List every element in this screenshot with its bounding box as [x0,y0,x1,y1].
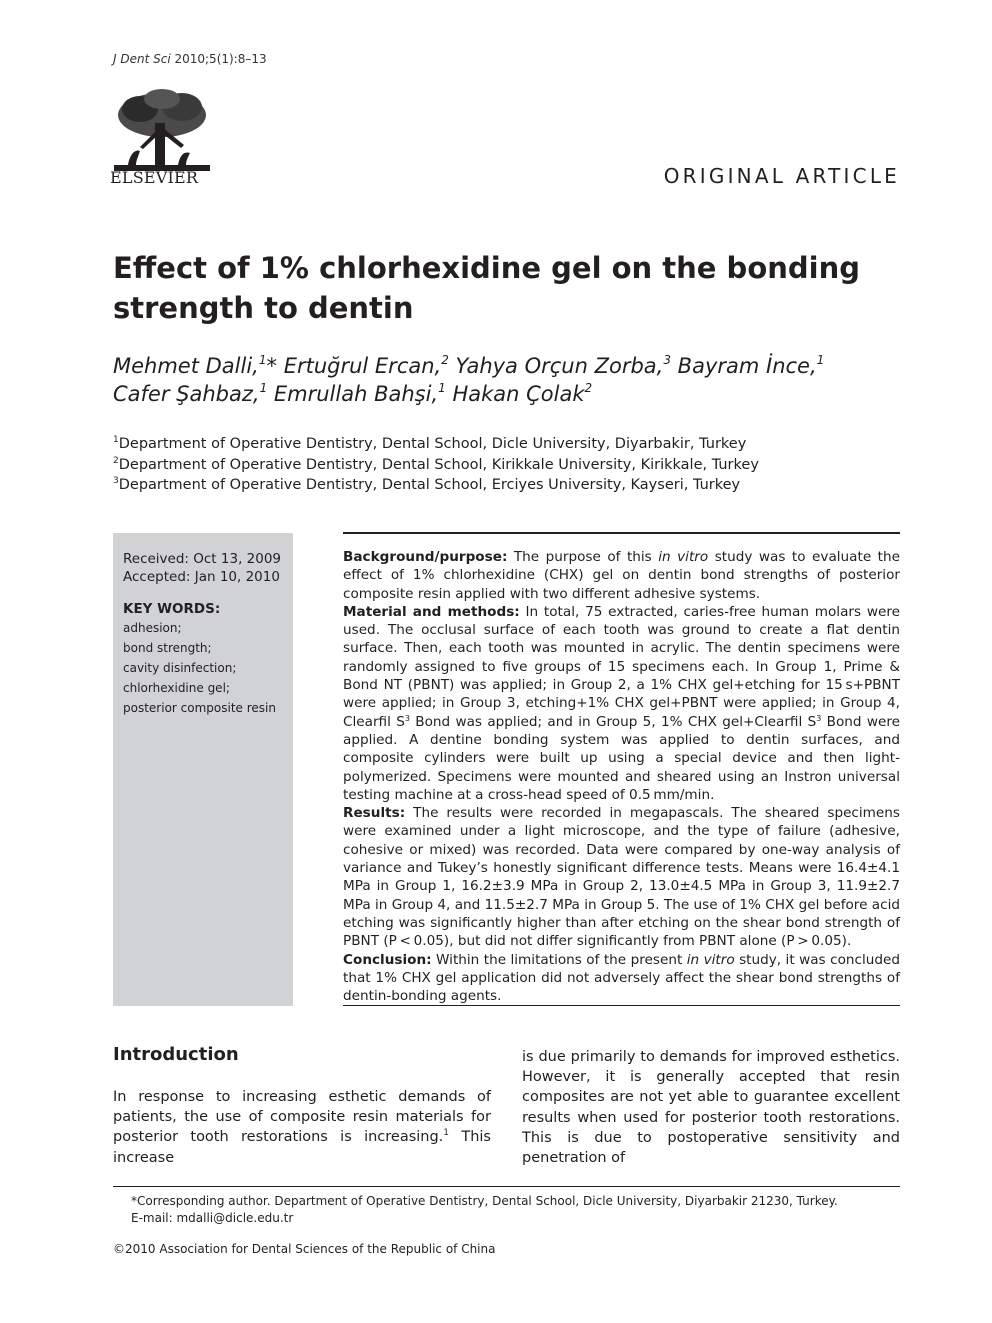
methods-superscript: 3 [404,713,410,723]
author-affiliation-number: 1 [816,353,825,367]
keyword-item: adhesion; [123,621,182,635]
received-date: Received: Oct 13, 2009 [123,551,282,567]
affiliation-list [113,434,893,496]
keyword-item: bond strength; [123,641,212,655]
author-affiliation-number: 2 [441,353,449,367]
footnote-rule [113,1186,900,1187]
author-name: Cafer Şahbaz, [113,382,260,406]
intro-text-cont: This increase [113,1129,491,1166]
affiliation-text: Department of Operative Dentistry, Dental School, Erciyes University, Kayseri, Turkey [118,477,741,493]
conclusion-text-cont: study, it was concluded that 1% CHX gel application did not adversely affect the shear bond strengths of dentin-bonding agents. [343,951,900,1005]
methods-text-end: Bond were applied. A dentine bonding system was applied to dentin surfaces, and composite cylinders were built up using a special device and then light-polymerized. Specimens were mounted and sheared using an Instron universal testing machine at a cross-head speed of 0.5 mm/min. [343,713,900,803]
author-separator [671,354,678,378]
author-affiliation-number: 1 [438,381,446,395]
abstract-background [343,548,900,603]
affiliation-text: Department of Operative Dentistry, Dental School, Dicle University, Diyarbakir, Turkey [118,436,747,452]
author-name: Ertuğrul Ercan, [283,354,442,378]
author-list [113,352,893,408]
author-separator [267,382,274,406]
author-name: Emrullah Bahşi, [273,382,439,406]
abstract-results [343,804,900,950]
keyword-item: chlorhexidine gel; [123,681,230,695]
affiliation-item [113,475,893,496]
journal-citation [113,52,267,66]
methods-label: Material and methods: [343,603,520,620]
keywords-heading: KEY WORDS: [123,601,221,617]
background-text-cont: study was to evaluate the effect of 1% chlorhexidine (CHX) gel on dentin bond strengths of posterior composite resin applied with two different adhesive systems. [343,549,900,602]
author-name: Mehmet Dalli, [113,354,259,378]
methods-text-cont: Bond was applied; and in Group 5, 1% CHX gel+Clearfil S [409,713,817,730]
affiliation-item [113,455,893,476]
keyword-item: posterior composite resin [123,701,276,715]
conclusion-label: Conclusion: [343,951,432,968]
affiliation-item [113,434,893,455]
copyright-notice: ©2010 Association for Dental Sciences of the Republic of China [113,1242,496,1256]
affiliation-text: Department of Operative Dentistry, Dental School, Kirikkale University, Kirikkale, Turkey [118,456,759,473]
author-affiliation-number: 1 [259,381,268,395]
methods-superscript: 3 [816,713,822,723]
methods-text: In total, 75 extracted, caries-free human molars were used. The occlusal surface of each tooth was ground to create a flat dentin surface. Then, each tooth was mounted in acrylic. The dentin specimens were randomly assigned to five groups of 15 specimens each. In Group 1, Prime & Bond NT (PBNT) was applied; in Group 2, a 1% CHX gel+etching for 15 s+PBNT were applied; in Group 3, etching+1% CHX gel+PBNT were applied; in Group 4, Clearfil S [343,603,900,730]
article-title: Effect of 1% chlorhexidine gel on the bonding strength to dentin [113,251,860,325]
journal-name: J Dent Sci [113,52,171,66]
author-affiliation-number: 3 [663,353,671,367]
publisher-name: ELSEVIER [110,168,199,187]
abstract-conclusion [343,951,900,1006]
corresponding-author: *Corresponding author. Department of Operative Dentistry, Dental School, Dicle University, Diyarbakir 21230, Turkey. [131,1194,838,1208]
affiliation-number: 1 [113,435,119,445]
abstract [343,548,900,1005]
article-type: ORIGINAL ARTICLE [663,164,900,188]
introduction-column-2: is due primarily to demands for improved esthetics. However, it is generally accepted that resin composites are not yet able to guarantee excellent results when used for posterior tooth restorations. This is due to postoperative sensitivity and penetration of [522,1049,900,1167]
author-affiliation-number: 2 [584,381,593,395]
abstract-bottom-rule [343,1005,900,1006]
reference-number: 1 [443,1128,450,1139]
article-info-sidebar [113,533,293,1006]
accepted-date: Accepted: Jan 10, 2010 [123,569,280,585]
background-text: The purpose of this [507,549,659,565]
background-label: Background/purpose: [343,549,508,565]
abstract-methods [343,603,900,804]
citation-volume: 2010;5(1):8–13 [170,52,267,66]
corresponding-mark: * [266,354,284,378]
intro-text: In response to increasing esthetic demands of patients, the use of composite resin materials for posterior tooth restorations is increasing. [113,1089,491,1146]
background-italic: in vitro [658,549,709,565]
introduction-column-1 [113,1087,491,1168]
corresponding-email: E-mail: mdalli@dicle.edu.tr [131,1211,294,1225]
keyword-item: cavity disinfection; [123,661,237,675]
author-name: Bayram İnce, [677,354,817,378]
affiliation-number: 3 [113,476,119,486]
affiliation-number: 2 [113,455,119,466]
results-label: Results: [343,805,406,822]
author-name: Hakan Çolak [452,382,585,406]
corresponding-footnote [131,1193,891,1227]
author-affiliation-number: 1 [258,353,267,367]
conclusion-italic: in vitro [686,951,735,968]
author-separator [449,354,456,378]
introduction-heading: Introduction [113,1044,239,1065]
abstract-top-rule [343,532,900,534]
conclusion-text: Within the limitations of the present [431,951,687,968]
author-name: Yahya Orçun Zorba, [455,354,664,378]
results-text: The results were recorded in megapascals. The sheared specimens were examined under a light microscope, and the type of failure (adhesive, cohesive or mixed) was recorded. Data were compared by one-way analysis of variance and Tukey’s honestly significant difference tests. Means were 16.4±4.1 MPa in Group 1, 16.2±3.9 MPa in Group 2, 13.0±4.5 MPa in Group 3, 11.9±2.7 MPa in Group 4, and 11.5±2.7 MPa in Group 5. The use of 1% CHX gel before acid etching was significantly higher than after etching on the shear bond strength of PBNT (P < 0.05), but did not differ significantly from PBNT alone (P > 0.05). [343,805,900,950]
